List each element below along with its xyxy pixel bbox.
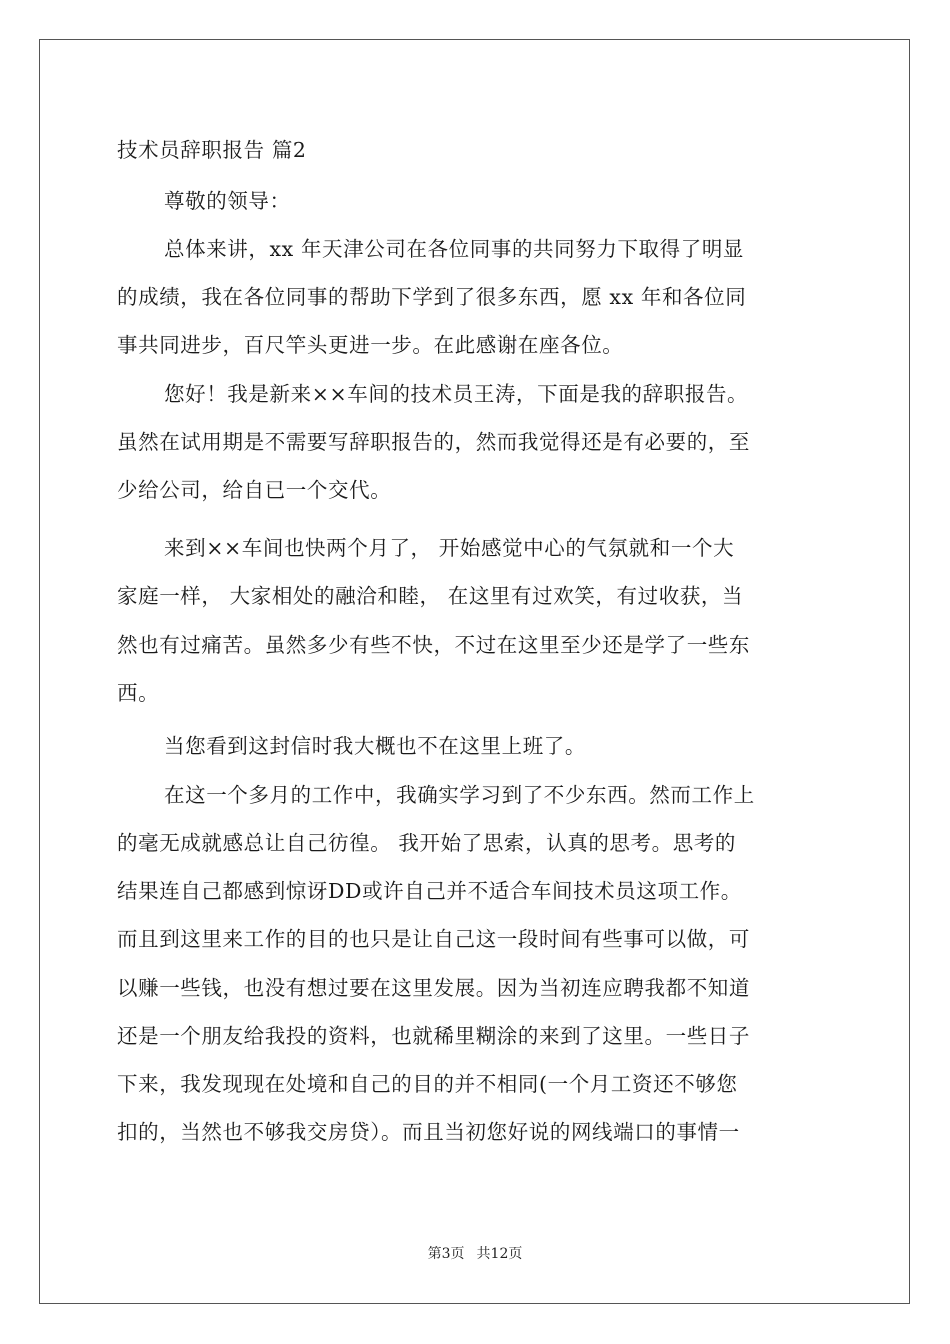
paragraph-line: 的毫无成就感总让自己彷徨。 我开始了思索，认真的思考。思考的	[117, 831, 737, 855]
paragraph-line: 结果连自己都感到惊讶DD或许自己并不适合车间技术员这项工作。	[117, 879, 742, 903]
paragraph-line: 当您看到这封信时我大概也不在这里上班了。	[164, 734, 586, 758]
paragraph-line: 以赚一些钱，也没有想过要在这里发展。因为当初连应聘我都不知道	[117, 976, 750, 1000]
paragraph-line: 您好！我是新来××车间的技术员王涛，下面是我的辞职报告。	[164, 382, 749, 406]
paragraph-line: 然也有过痛苦。虽然多少有些不快，不过在这里至少还是学了一些东	[117, 633, 750, 657]
paragraph-line: 下来，我发现现在处境和自己的目的并不相同(一个月工资还不够您	[117, 1072, 738, 1096]
paragraph-line: 还是一个朋友给我投的资料，也就稀里糊涂的来到了这里。一些日子	[117, 1024, 750, 1048]
page-footer	[0, 1244, 950, 1264]
paragraph-line: 家庭一样， 大家相处的融洽和睦， 在这里有过欢笑，有过收获，当	[117, 584, 744, 608]
page-number: 第3页	[427, 1246, 465, 1262]
paragraph-line: 的成绩，我在各位同事的帮助下学到了很多东西，愿 xx 年和各位同	[117, 285, 747, 309]
paragraph-line: 事共同进步，百尺竿头更进一步。在此感谢在座各位。	[117, 333, 624, 357]
paragraph-line: 在这一个多月的工作中，我确实学习到了不少东西。然而工作上	[164, 783, 755, 807]
paragraph-line: 而且到这里来工作的目的也只是让自己这一段时间有些事可以做，可	[117, 927, 750, 951]
paragraph-line: 来到××车间也快两个月了， 开始感觉中心的气氛就和一个大	[164, 536, 735, 560]
paragraph-line: 少给公司，给自已一个交代。	[117, 478, 392, 502]
salutation-line: 尊敬的领导：	[164, 189, 291, 213]
paragraph-line: 虽然在试用期是不需要写辞职报告的，然而我觉得还是有必要的，至	[117, 430, 750, 454]
document-title: 技术员辞职报告 篇2	[117, 138, 307, 162]
page-total: 共12页	[476, 1246, 523, 1262]
paragraph-line: 西。	[117, 681, 160, 705]
paragraph-line: 总体来讲，xx 年天津公司在各位同事的共同努力下取得了明显	[164, 237, 745, 261]
paragraph-line: 扣的，当然也不够我交房贷）。而且当初您好说的网线端口的事情一	[117, 1120, 740, 1144]
